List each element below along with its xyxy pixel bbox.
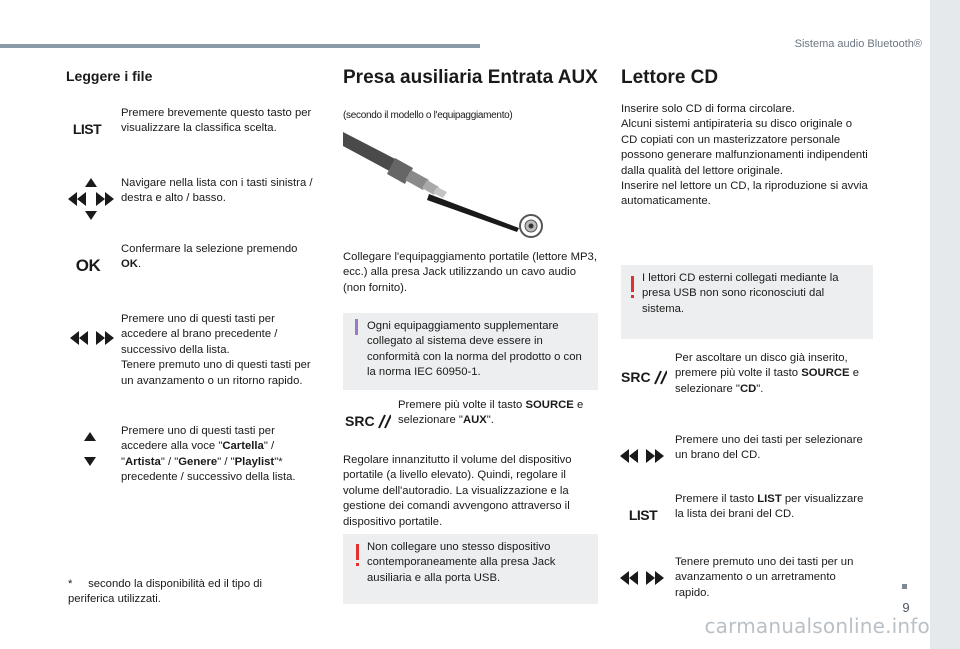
watermark: carmanualsonline.info bbox=[704, 614, 930, 638]
aux-connect-text: Collegare l'equipaggiamento portatile (lettore MP3, ecc.) alla presa Jack utilizzando un cavo audio (non fornito). bbox=[343, 251, 597, 294]
warn-note-box-aux bbox=[343, 534, 598, 604]
section-title-leggere: Leggere i file bbox=[66, 68, 153, 84]
info-note-text: Ogni equipaggiamento supplementare collegato al sistema deve essere in conformità con la norma del prodotto o con la norma IEC 60950-1. bbox=[367, 320, 582, 379]
page-number: 9 bbox=[902, 600, 910, 615]
warning-marker-icon bbox=[631, 276, 634, 292]
cd-source-text: Per ascoltare un disco già inserito, premere più volte il tasto SOURCE e selezionare "CD". bbox=[675, 352, 859, 395]
up-down-text: Premere uno di questi tasti per accedere alla voce "Cartella" / "Artista" / "Genere" / "Playlist"* precedente / successivo della lista. bbox=[121, 425, 296, 484]
four-way-arrows-icon bbox=[68, 178, 114, 220]
cd-intro-text: Inserire solo CD di forma circolare. Alcuni sistemi antipirateria su disco originale o CD copiati con un masterizzatore personale possono generare malfunzionamenti indipendenti dalla qualità del lettore originale. Inserire nel lettore un CD, la riproduzione si avvia automaticamente. bbox=[621, 103, 868, 208]
section-title-aux: Presa ausiliaria Entrata AUX bbox=[343, 67, 598, 88]
jack-plug-illustration bbox=[343, 128, 553, 238]
side-margin-strip bbox=[930, 0, 960, 649]
list-key-icon: LIST bbox=[72, 121, 102, 137]
info-note-box bbox=[343, 313, 598, 390]
src-key-icon bbox=[621, 368, 667, 386]
src-key-icon bbox=[345, 412, 391, 430]
prev-next-arrows-icon bbox=[70, 331, 114, 345]
up-down-arrows-icon bbox=[84, 432, 96, 466]
warn-note-text-aux: Non collegare uno stesso dispositivo contemporaneamente alla presa Jack ausiliaria e alla porta USB. bbox=[367, 541, 556, 584]
src-key-label: SRC bbox=[621, 369, 651, 385]
footnote: * secondo la disponibilità ed il tipo di periferica utilizzati. bbox=[68, 578, 266, 606]
cd-list-text: Premere il tasto LIST per visualizzare la lista dei brani del CD. bbox=[675, 493, 864, 521]
aux-source-text: Premere più volte il tasto SOURCE e selezionare "AUX". bbox=[398, 399, 584, 427]
list-key-icon: LIST bbox=[628, 507, 658, 523]
list-key-text: Premere brevemente questo tasto per visualizzare la classifica scelta. bbox=[121, 107, 312, 135]
navigate-text: Navigare nella lista con i tasti sinistra / destra e alto / basso. bbox=[121, 177, 313, 205]
info-marker-icon bbox=[355, 319, 358, 335]
warning-marker-icon bbox=[356, 544, 359, 560]
aux-subtitle: (secondo il modello o l'equipaggiamento) bbox=[343, 110, 513, 121]
ok-key-icon: OK bbox=[75, 256, 101, 275]
cd-fast-text: Tenere premuto uno dei tasti per un avanzamento o un arretramento rapido. bbox=[675, 556, 854, 599]
section-title-cd: Lettore CD bbox=[621, 67, 719, 88]
prev-next-text-1: Premere uno di questi tasti per accedere al brano precedente / successivo della lista. bbox=[121, 313, 278, 356]
prev-next-text bbox=[121, 312, 317, 389]
fast-forward-rewind-icon bbox=[620, 571, 664, 585]
prev-next-text-2: Tenere premuto uno di questi tasti per un avanzamento o un ritorno rapido. bbox=[121, 359, 311, 387]
cd-select-track-text: Premere uno dei tasti per selezionare un brano del CD. bbox=[675, 434, 863, 462]
page-marker bbox=[902, 584, 907, 589]
src-key-label: SRC bbox=[345, 413, 375, 429]
header-rule bbox=[0, 44, 480, 48]
section-header: Sistema audio Bluetooth® bbox=[794, 38, 922, 50]
confirm-text: Confermare la selezione premendo OK. bbox=[121, 243, 298, 271]
warn-note-text-cd: I lettori CD esterni collegati mediante la presa USB non sono riconosciuti dal sistema. bbox=[642, 272, 839, 315]
warn-note-box-cd bbox=[621, 265, 873, 339]
aux-volume-text: Regolare innanzitutto il volume del dispositivo portatile (a livello elevato). Quindi, regolare il volume dell'autoradio. La visualizzazione e la gestione dei comandi avvengono attraverso il dispositivo portatile. bbox=[343, 454, 572, 528]
prev-next-arrows-icon bbox=[620, 449, 664, 463]
